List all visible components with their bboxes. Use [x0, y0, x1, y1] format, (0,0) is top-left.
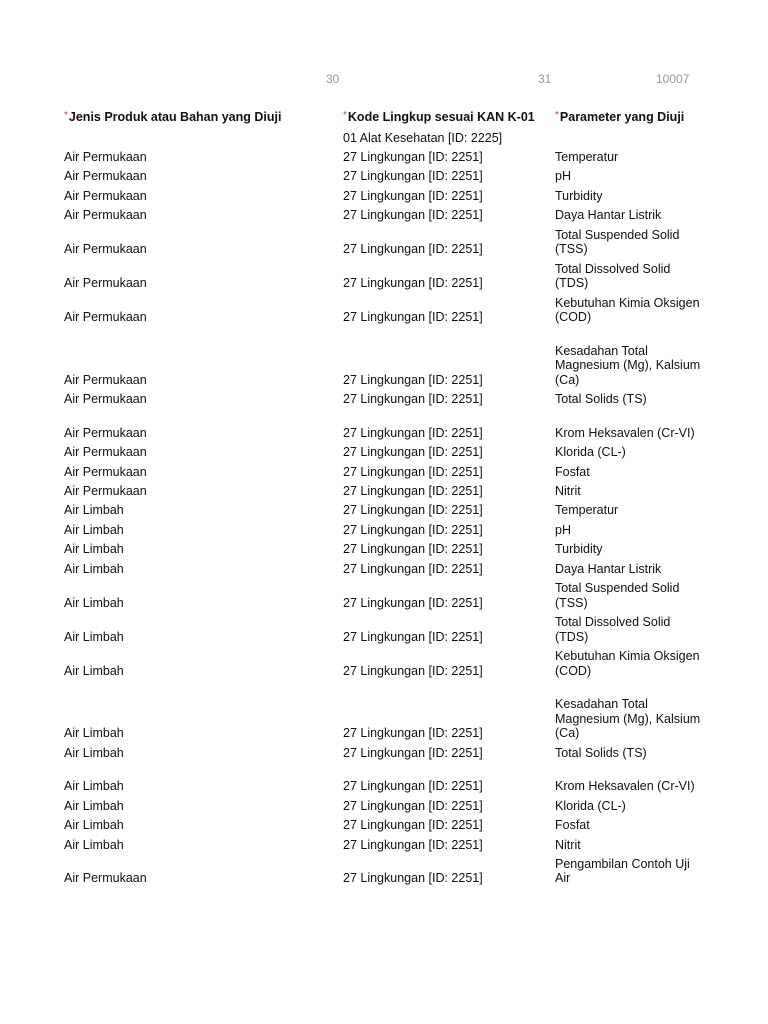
cell-kode-lingkup: 27 Lingkungan [ID: 2251] — [343, 798, 483, 813]
cell-jenis-produk: Air Permukaan — [64, 149, 147, 164]
cell-jenis-produk: Air Permukaan — [64, 169, 147, 184]
required-mark: * — [64, 110, 68, 121]
header-parameter — [555, 110, 703, 127]
page-number-right: 10007 — [656, 72, 690, 86]
cell-parameter: Kebutuhan Kimia Oksigen (COD) — [555, 648, 700, 678]
table-body — [64, 150, 704, 886]
cell-kode-lingkup: 27 Lingkungan [ID: 2251] — [343, 663, 483, 678]
table-row — [64, 799, 704, 814]
cell-parameter: Klorida (CL-) — [555, 445, 626, 460]
cell-kode-lingkup: 27 Lingkungan [ID: 2251] — [343, 561, 483, 576]
table-row — [64, 649, 704, 678]
cell-parameter: Total Dissolved Solid (TDS) — [555, 614, 671, 644]
header-kode-lingkup — [343, 110, 555, 127]
cell-kode-lingkup: 27 Lingkungan [ID: 2251] — [343, 169, 483, 184]
cell-jenis-produk: Air Permukaan — [64, 445, 147, 460]
cell-kode-lingkup: 27 Lingkungan [ID: 2251] — [343, 745, 483, 760]
cell-parameter: Fosfat — [555, 464, 590, 479]
page-number-left: 30 — [326, 72, 340, 86]
cell-jenis-produk: Air Permukaan — [64, 310, 147, 325]
table-row — [64, 262, 704, 291]
table-row — [64, 581, 704, 610]
cell-jenis-produk: Air Limbah — [64, 837, 124, 852]
cell-jenis-produk: Air Permukaan — [64, 464, 147, 479]
table-row — [64, 189, 704, 204]
cell-kode-lingkup: 27 Lingkungan [ID: 2251] — [343, 276, 483, 291]
scope-table — [64, 110, 704, 891]
table-row — [64, 697, 704, 741]
cell-parameter: Turbidity — [555, 542, 603, 557]
cell-jenis-produk: Air Permukaan — [64, 425, 147, 440]
table-row — [64, 779, 704, 794]
cell-kode-lingkup: 27 Lingkungan [ID: 2251] — [343, 595, 483, 610]
cell-parameter: Total Suspended Solid (TSS) — [555, 227, 680, 257]
cell-kode-lingkup: 27 Lingkungan [ID: 2251] — [343, 726, 483, 741]
cell-kode-lingkup: 27 Lingkungan [ID: 2251] — [343, 629, 483, 644]
table-row — [64, 208, 704, 223]
cell-parameter: Kesadahan Total Magnesium (Mg), Kalsium (Ca) — [555, 697, 701, 741]
cell-parameter: pH — [555, 169, 571, 184]
table-row — [64, 838, 704, 853]
cell-parameter: Total Dissolved Solid (TDS) — [555, 261, 671, 291]
table-row — [64, 503, 704, 518]
cell-kode-lingkup: 27 Lingkungan [ID: 2251] — [343, 392, 483, 407]
table-row — [64, 562, 704, 577]
cell-jenis-produk: Air Permukaan — [64, 372, 147, 387]
cell-kode-lingkup: 27 Lingkungan [ID: 2251] — [343, 542, 483, 557]
required-mark: * — [555, 110, 559, 121]
cell-jenis-produk: Air Permukaan — [64, 484, 147, 499]
cell-parameter: Krom Heksavalen (Cr-VI) — [555, 425, 695, 440]
cell-jenis-produk: Air Limbah — [64, 779, 124, 794]
table-row — [64, 150, 704, 165]
table-row — [64, 296, 704, 325]
cell-jenis-produk: Air Limbah — [64, 503, 124, 518]
table-subheader — [64, 131, 704, 146]
cell-jenis-produk: Air Permukaan — [64, 276, 147, 291]
cell-jenis-produk: Air Permukaan — [64, 392, 147, 407]
cell-jenis-produk: Air Limbah — [64, 561, 124, 576]
cell-jenis-produk: Air Permukaan — [64, 208, 147, 223]
cell-parameter: Total Solids (TS) — [555, 392, 647, 407]
cell-kode-lingkup: 27 Lingkungan [ID: 2251] — [343, 372, 483, 387]
subheader-kode: 01 Alat Kesehatan [ID: 2225] — [343, 130, 503, 145]
table-row — [64, 746, 704, 761]
table-row — [64, 523, 704, 538]
cell-kode-lingkup: 27 Lingkungan [ID: 2251] — [343, 242, 483, 257]
table-row — [64, 228, 704, 257]
cell-parameter: Total Suspended Solid (TSS) — [555, 581, 680, 610]
cell-parameter: Temperatur — [555, 503, 619, 518]
cell-parameter: Fosfat — [555, 818, 590, 833]
header-jenis-produk-label: Jenis Produk atau Bahan yang Diuji — [68, 110, 282, 124]
cell-jenis-produk: Air Permukaan — [64, 188, 147, 203]
cell-kode-lingkup: 27 Lingkungan [ID: 2251] — [343, 149, 483, 164]
cell-parameter: Pengambilan Contoh Uji Air — [555, 856, 690, 886]
cell-kode-lingkup: 27 Lingkungan [ID: 2251] — [343, 425, 483, 440]
cell-jenis-produk: Air Limbah — [64, 745, 124, 760]
cell-jenis-produk: Air Limbah — [64, 818, 124, 833]
cell-kode-lingkup: 27 Lingkungan [ID: 2251] — [343, 464, 483, 479]
cell-kode-lingkup: 27 Lingkungan [ID: 2251] — [343, 484, 483, 499]
cell-kode-lingkup: 27 Lingkungan [ID: 2251] — [343, 208, 483, 223]
cell-parameter: Nitrit — [555, 484, 581, 499]
cell-jenis-produk: Air Permukaan — [64, 242, 147, 257]
table-row — [64, 445, 704, 460]
cell-jenis-produk: Air Limbah — [64, 726, 124, 741]
header-jenis-produk — [64, 110, 343, 127]
cell-parameter: Daya Hantar Listrik — [555, 561, 662, 576]
cell-jenis-produk: Air Limbah — [64, 798, 124, 813]
table-row — [64, 542, 704, 557]
table-row — [64, 615, 704, 644]
cell-jenis-produk: Air Limbah — [64, 522, 124, 537]
cell-kode-lingkup: 27 Lingkungan [ID: 2251] — [343, 188, 483, 203]
table-row — [64, 465, 704, 480]
cell-parameter: Daya Hantar Listrik — [555, 208, 662, 223]
header-parameter-label: Parameter yang Diuji — [559, 110, 685, 124]
cell-kode-lingkup: 27 Lingkungan [ID: 2251] — [343, 503, 483, 518]
table-row — [64, 857, 704, 886]
page-number-middle: 31 — [538, 72, 552, 86]
cell-kode-lingkup: 27 Lingkungan [ID: 2251] — [343, 837, 483, 852]
cell-kode-lingkup: 27 Lingkungan [ID: 2251] — [343, 871, 483, 886]
cell-parameter: Krom Heksavalen (Cr-VI) — [555, 779, 695, 794]
cell-parameter: pH — [555, 522, 571, 537]
cell-jenis-produk: Air Limbah — [64, 595, 124, 610]
cell-parameter: Turbidity — [555, 188, 603, 203]
cell-kode-lingkup: 27 Lingkungan [ID: 2251] — [343, 310, 483, 325]
required-mark: * — [343, 110, 347, 121]
cell-jenis-produk: Air Limbah — [64, 542, 124, 557]
cell-jenis-produk: Air Limbah — [64, 629, 124, 644]
cell-parameter: Kebutuhan Kimia Oksigen (COD) — [555, 295, 700, 325]
table-row — [64, 484, 704, 499]
cell-kode-lingkup: 27 Lingkungan [ID: 2251] — [343, 522, 483, 537]
cell-parameter: Total Solids (TS) — [555, 745, 647, 760]
table-row — [64, 426, 704, 441]
cell-parameter: Klorida (CL-) — [555, 798, 626, 813]
table-row — [64, 818, 704, 833]
cell-parameter: Temperatur — [555, 149, 619, 164]
table-row — [64, 169, 704, 184]
cell-parameter: Kesadahan Total Magnesium (Mg), Kalsium (Ca) — [555, 343, 701, 387]
cell-kode-lingkup: 27 Lingkungan [ID: 2251] — [343, 445, 483, 460]
header-kode-lingkup-label: Kode Lingkup sesuai KAN K-01 — [347, 110, 535, 124]
cell-parameter: Nitrit — [555, 837, 581, 852]
cell-jenis-produk: Air Permukaan — [64, 871, 147, 886]
cell-jenis-produk: Air Limbah — [64, 663, 124, 678]
table-row — [64, 392, 704, 407]
cell-kode-lingkup: 27 Lingkungan [ID: 2251] — [343, 779, 483, 794]
table-header — [64, 110, 704, 127]
table-row — [64, 344, 704, 388]
cell-kode-lingkup: 27 Lingkungan [ID: 2251] — [343, 818, 483, 833]
